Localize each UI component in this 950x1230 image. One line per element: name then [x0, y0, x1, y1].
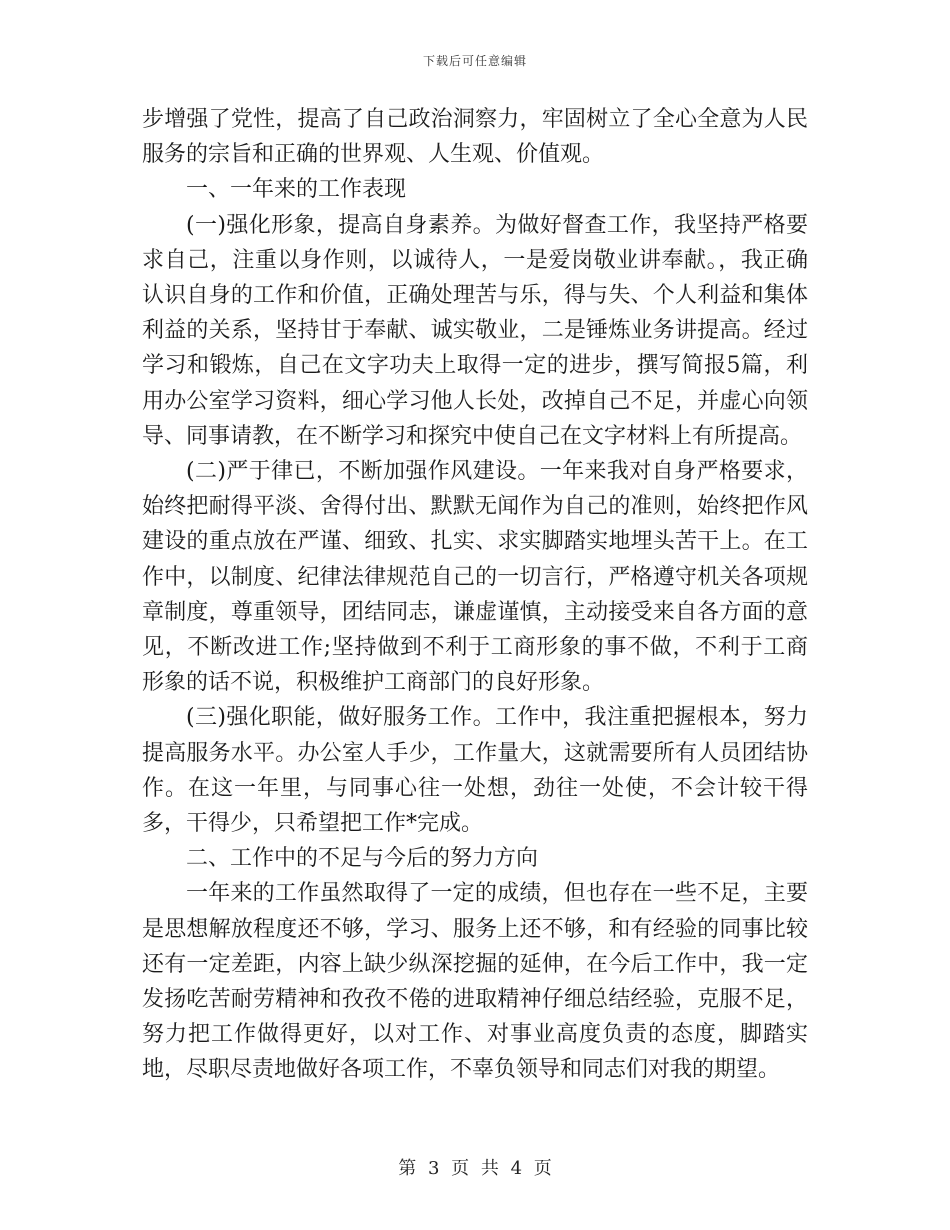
- document-body: [142, 102, 808, 1088]
- page-number: 第 3 页 共 4 页: [398, 1158, 552, 1179]
- paragraph-work-style: (二)严于律已，不断加强作风建设。一年来我对自身严格要求，始终把耐得平淡、舍得付出、默默无闻作为自己的准则，始终把作风建设的重点放在严谨、细致、扎实、求实脚踏实地埋头苦干上。在工作中，以制度、纪律法律规范自己的一切言行，严格遵守机关各项规章制度，尊重领导，团结同志，谦虚谨慎，主动接受来自各方面的意见，不断改进工作;坚持做到不利于工商形象的事不做，不利于工商形象的话不说，积极维护工商部门的良好形象。: [142, 459, 808, 696]
- section-heading-shortcomings: 二、工作中的不足与今后的努力方向: [186, 846, 539, 872]
- paragraph-shortcomings: 一年来的工作虽然取得了一定的成绩，但也存在一些不足，主要是思想解放程度还不够，学习、服务上还不够，和有经验的同事比较还有一定差距，内容上缺少纵深挖掘的延伸，在今后工作中，我一定发扬吃苦耐劳精神和孜孜不倦的进取精神仔细总结经验，克服不足，努力把工作做得更好，以对工作、对事业高度负责的态度，脚踏实地，尽职尽责地做好各项工作，不辜负领导和同志们对我的期望。: [142, 881, 808, 1083]
- paragraph-service-work: (三)强化职能，做好服务工作。工作中，我注重把握根本，努力提高服务水平。办公室人手少，工作量大，这就需要所有人员团结协作。在这一年里，与同事心往一处想，劲往一处使，不会计较干得多，干得少，只希望把工作*完成。: [142, 705, 808, 837]
- header-note: 下载后可任意编辑: [422, 54, 527, 68]
- section-heading-work-performance: 一、一年来的工作表现: [186, 177, 407, 203]
- paragraph-continuation: 步增强了党性，提高了自己政治洞察力，牢固树立了全心全意为人民服务的宗旨和正确的世界观、人生观、价值观。: [142, 107, 808, 168]
- paragraph-strengthen-image: (一)强化形象，提高自身素养。为做好督查工作，我坚持严格要求自己，注重以身作则，以诚待人，一是爱岗敬业讲奉献。，我正确认识自身的工作和价值，正确处理苦与乐，得与失、个人利益和集体利益的关系，坚持甘于奉献、诚实敬业，二是锤炼业务讲提高。经过学习和锻炼，自己在文字功夫上取得一定的进步，撰写简报5篇，利用办公室学习资料，细心学习他人长处，改掉自己不足，并虚心向领导、同事请教，在不断学习和探究中使自己在文字材料上有所提高。: [142, 212, 808, 449]
